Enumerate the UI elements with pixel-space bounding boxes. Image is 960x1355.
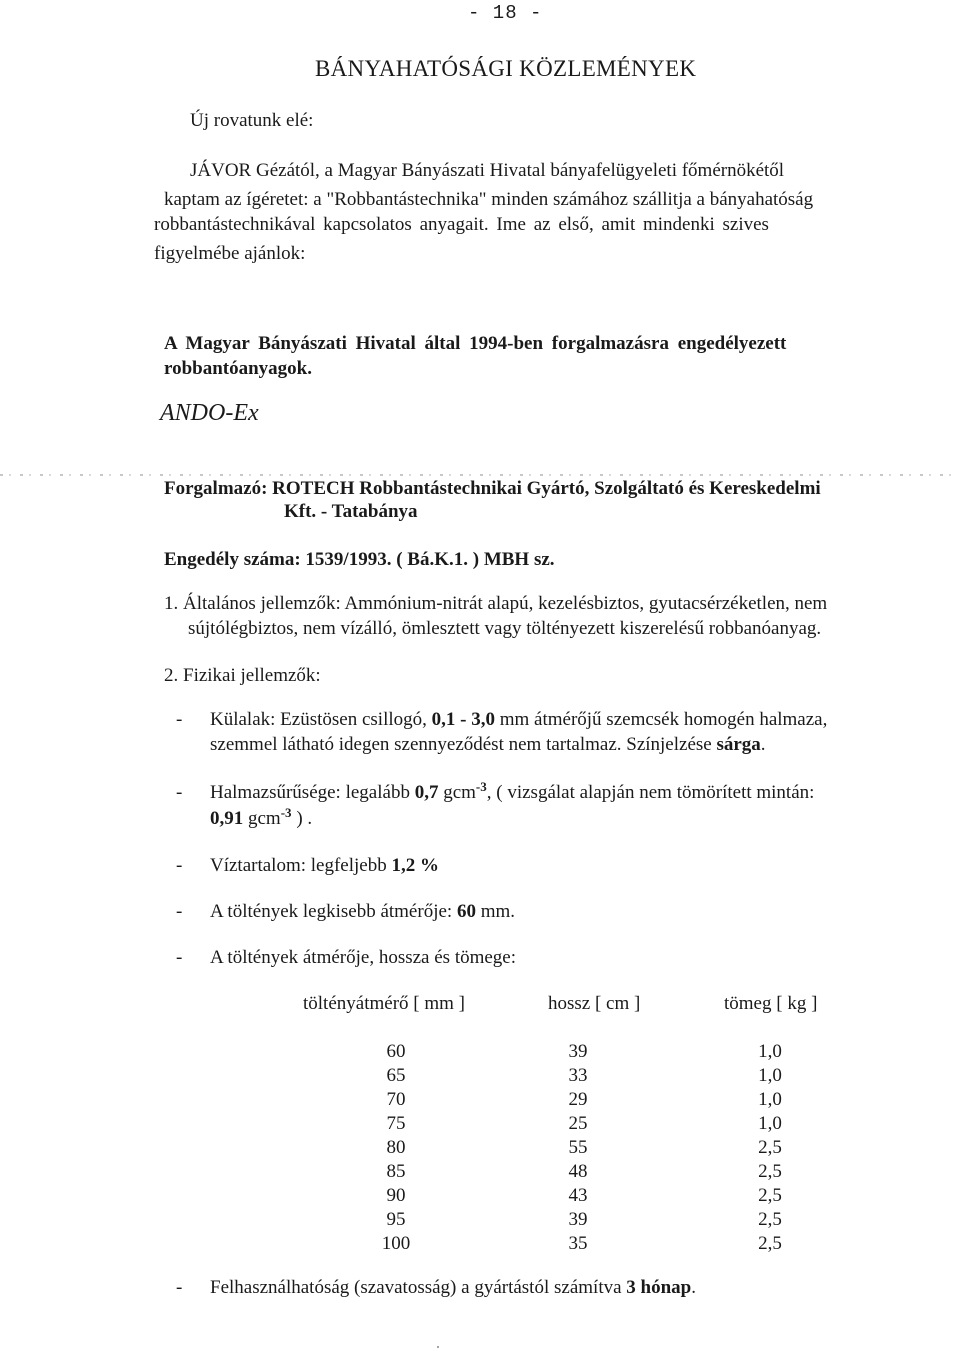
min-diameter-suffix: mm. — [475, 901, 515, 922]
cell-mass: 1,0 — [758, 1113, 782, 1134]
density-value-2: 0,91 — [210, 808, 244, 829]
bullet-dash: - — [176, 901, 183, 922]
bullet-dash: - — [176, 947, 183, 968]
cell-length: 29 — [568, 1089, 588, 1110]
cell-mass: 2,5 — [758, 1137, 782, 1158]
section-title: BÁNYAHATÓSÁGI KÖZLEMÉNYEK — [315, 56, 697, 81]
cell-mass: 2,5 — [758, 1209, 782, 1230]
cell-length: 35 — [568, 1233, 588, 1254]
min-diameter-value: 60 — [456, 901, 476, 922]
dimensions-intro: A töltények átmérője, hossza és tömege: — [210, 947, 517, 968]
heading-line-1: A Magyar Bányászati Hivatal által 1994-ben forgalmazásra engedélyezett — [164, 333, 787, 354]
cell-mass: 1,0 — [758, 1089, 782, 1110]
cell-length: 43 — [568, 1185, 588, 1206]
cell-diameter: 80 — [386, 1137, 406, 1158]
density-end: ) . — [291, 808, 313, 829]
table-header-length: hossz [ cm ] — [548, 993, 641, 1014]
intro-line-3: robbantástechnikával kapcsolatos anyagait. Ime az első, amit mindenki szives — [154, 214, 769, 235]
bullet-dash: - — [176, 709, 183, 730]
distributor-line-2: Kft. - Tatabánya — [284, 501, 418, 522]
intro-line-4: figyelmébe ajánlok: — [154, 243, 306, 264]
appearance-line-2 — [210, 734, 766, 756]
bullet-dash: - — [176, 782, 183, 803]
cell-diameter: 60 — [386, 1041, 406, 1062]
appearance-line-1 — [210, 709, 827, 731]
shelf-life — [210, 1277, 696, 1299]
product-name: ANDO-Ex — [160, 400, 259, 426]
cell-mass: 1,0 — [758, 1041, 782, 1062]
cell-diameter: 65 — [386, 1065, 406, 1086]
water-prefix: Víztartalom: legfeljebb — [210, 855, 392, 876]
cell-length: 33 — [568, 1065, 588, 1086]
page-number: - 18 - — [468, 2, 543, 24]
physical-properties-label: 2. Fizikai jellemzők: — [164, 665, 321, 686]
grain-size: 0,1 - 3,0 — [431, 709, 495, 730]
cell-mass: 2,5 — [758, 1233, 782, 1254]
cell-diameter: 100 — [381, 1233, 411, 1254]
cell-mass: 2,5 — [758, 1185, 782, 1206]
general-properties-line-2: sújtólégbiztos, nem vízálló, ömlesztett vagy töltényezett kiszerelésű robbanóanyag. — [188, 618, 822, 639]
water-value: 1,2 % — [391, 855, 439, 876]
shelf-life-value: 3 hónap — [626, 1277, 692, 1298]
cell-length: 55 — [568, 1137, 588, 1158]
cell-length: 48 — [568, 1161, 588, 1182]
cell-mass: 1,0 — [758, 1065, 782, 1086]
density-line-2 — [210, 805, 313, 830]
intro-line-2: kaptam az ígéretet: a "Robbantástechnika" minden számához szállitja a bányahatóság — [164, 189, 814, 210]
water-content — [210, 855, 439, 877]
general-properties-line-1: 1. Általános jellemzők: Ammónium-nitrát alapú, kezelésbiztos, gyutacsérzéketlen, nem — [164, 593, 828, 614]
density-exponent: -3 — [475, 779, 487, 794]
density-exponent-2: -3 — [280, 805, 292, 820]
cell-diameter: 70 — [386, 1089, 406, 1110]
density-unit-2: gcm — [243, 808, 281, 829]
density-note: , ( vizsgálat alapján nem tömörített mintán: — [486, 782, 815, 803]
cell-diameter: 75 — [386, 1113, 406, 1134]
scan-speck — [437, 1346, 439, 1348]
scan-noise-line — [0, 474, 960, 476]
density-unit: gcm — [438, 782, 476, 803]
cell-diameter: 95 — [386, 1209, 406, 1230]
cell-diameter: 90 — [386, 1185, 406, 1206]
appearance-suffix: mm átmérőjű szemcsék homogén halmaza, — [494, 709, 828, 730]
cell-diameter: 85 — [386, 1161, 406, 1182]
intro-line-1: JÁVOR Gézától, a Magyar Bányászati Hivatal bányafelügyeleti főmérnökétől — [190, 160, 785, 181]
distributor-line-1: Forgalmazó: ROTECH Robbantástechnikai Gyártó, Szolgáltató és Kereskedelmi — [164, 478, 821, 499]
shelf-life-suffix: . — [691, 1277, 696, 1298]
table-header-mass: tömeg [ kg ] — [724, 993, 818, 1014]
color-code: sárga — [716, 734, 761, 755]
cell-length: 39 — [568, 1209, 588, 1230]
bullet-dash: - — [176, 855, 183, 876]
heading-line-2: robbantóanyagok. — [164, 358, 313, 379]
appearance-prefix: Külalak: Ezüstösen csillogó, — [210, 709, 432, 730]
min-diameter — [210, 901, 515, 923]
bullet-dash: - — [176, 1277, 183, 1298]
min-diameter-prefix: A töltények legkisebb átmérője: — [210, 901, 457, 922]
cell-mass: 2,5 — [758, 1161, 782, 1182]
appearance-line2-suffix: . — [760, 734, 766, 755]
cell-length: 25 — [568, 1113, 588, 1134]
density-prefix: Halmazsűrűsége: legalább — [210, 782, 415, 803]
table-header-diameter: töltényátmérő [ mm ] — [303, 993, 465, 1014]
intro-label: Új rovatunk elé: — [190, 110, 314, 131]
shelf-life-prefix: Felhasználhatóság (szavatosság) a gyártástól számítva — [210, 1277, 627, 1298]
permit-number: Engedély száma: 1539/1993. ( Bá.K.1. ) MBH sz. — [164, 549, 555, 570]
density-value: 0,7 — [414, 782, 439, 803]
appearance-line2-prefix: szemmel látható idegen szennyeződést nem tartalmaz. Színjelzése — [210, 734, 717, 755]
cell-length: 39 — [568, 1041, 588, 1062]
density-line-1 — [210, 779, 815, 804]
